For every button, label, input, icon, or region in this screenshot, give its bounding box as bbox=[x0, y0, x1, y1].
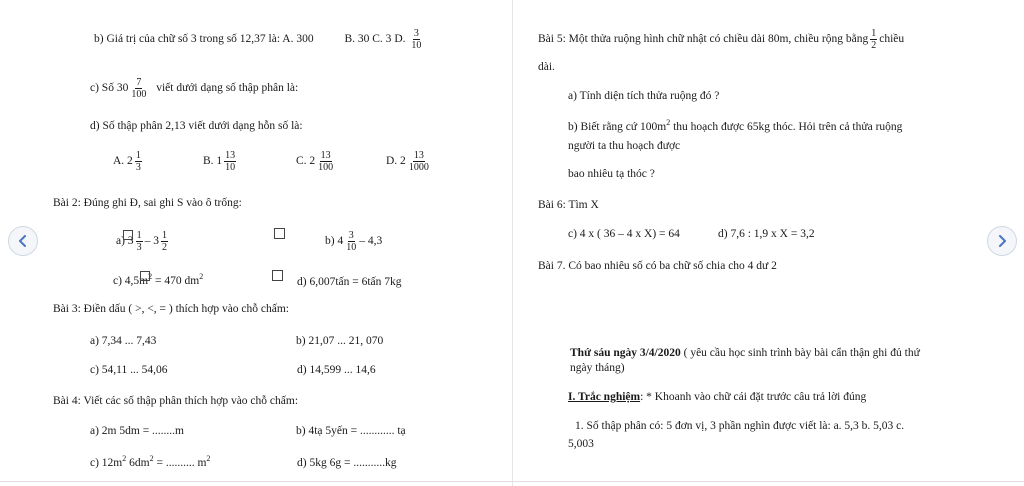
bai2-c-answer-box[interactable] bbox=[272, 270, 283, 281]
bai4-d: d) 5kg 6g = ...........kg bbox=[297, 457, 397, 469]
bai4-a: a) 2m 5dm = ........m bbox=[90, 425, 185, 437]
trac-nghiem-q1: 1. Số thập phân có: 5 đơn vị, 3 phần nghìn được viết là: a. 5,3 b. 5,03 c. bbox=[575, 420, 905, 432]
bai5-heading: Bài 5: Một thửa ruộng hình chữ nhật có chiều dài 80m, chiều rộng bằng $\frac{1}{2}$ chiều bbox=[538, 28, 905, 51]
q1b-option-c: C. 3 bbox=[372, 33, 392, 46]
bai5-cont: dài. bbox=[538, 61, 555, 73]
trac-nghiem-q1-cont: 5,003 bbox=[568, 438, 594, 450]
section-trac-nghiem: I. Trắc nghiệm: * Khoanh vào chữ cái đặt trước câu trả lời đúng bbox=[568, 391, 867, 403]
bai2-a-inline-box bbox=[123, 230, 133, 240]
q1b-fraction: $\frac{3}{10}$ bbox=[411, 28, 422, 51]
bai3-a: a) 7,34 ... 7,43 bbox=[90, 335, 157, 347]
bai3-heading: Bài 3: Điền dấu ( >, <, = ) thích hợp vào chỗ chấm: bbox=[53, 303, 289, 315]
q1d-option-b: B. 1 $\frac{13}{10}$ bbox=[203, 150, 236, 173]
q1d-option-d: D. 2 $\frac{13}{1000}$ bbox=[386, 150, 429, 173]
bai3-d: d) 14,599 ... 14,6 bbox=[297, 364, 376, 376]
question-1b bbox=[94, 28, 424, 51]
q1b-lead: b) Giá trị của chữ số 3 trong số 12,37 là: A. 300 bbox=[94, 33, 314, 46]
prev-arrow-icon bbox=[17, 235, 29, 247]
bai4-b: b) 4tạ 5yến = ............ tạ bbox=[296, 425, 406, 437]
question-1c: c) Số 30 $\frac{7}{100}$ viết dưới dạng số thập phân là: bbox=[90, 77, 299, 100]
bai3-c: c) 54,11 ... 54,06 bbox=[90, 364, 168, 376]
bai4-c: c) $12m^2$ $6dm^2$ = .......... $m^2$ bbox=[90, 454, 211, 469]
prev-page-button[interactable] bbox=[8, 226, 38, 256]
q1b-option-d: D. bbox=[394, 33, 406, 46]
question-1d: d) Số thập phân 2,13 viết dưới dạng hỗn số là: bbox=[90, 120, 303, 132]
bai4-heading: Bài 4: Viết các số thập phân thích hợp vào chỗ chấm: bbox=[53, 395, 299, 407]
next-page-button[interactable] bbox=[987, 226, 1017, 256]
q1b-option-b: B. 30 bbox=[344, 33, 370, 46]
q1c-fraction: $\frac{7}{100}$ bbox=[131, 77, 147, 100]
bai2-a-answer-box[interactable] bbox=[274, 228, 285, 239]
bai2-c-inline-box bbox=[140, 271, 150, 281]
next-arrow-icon bbox=[996, 235, 1008, 247]
bai6-heading: Bài 6: Tìm X bbox=[538, 199, 599, 211]
bai2-heading: Bài 2: Đúng ghi Đ, sai ghi S vào ô trống: bbox=[53, 197, 242, 209]
bai5-b: b) Biết rằng cứ $100m^2$ thu hoạch được 65kg thóc. Hỏi trên cả thửa ruộng bbox=[568, 118, 903, 133]
date-line-cont: ngày tháng) bbox=[570, 362, 625, 374]
bai5-a: a) Tính diện tích thửa ruộng đó ? bbox=[568, 90, 720, 102]
bai3-b: b) 21,07 ... 21, 070 bbox=[296, 335, 384, 347]
q1d-option-a: A. 2 $\frac{1}{3}$ bbox=[113, 150, 141, 173]
bai5-b-line3: bao nhiêu tạ thóc ? bbox=[568, 168, 655, 180]
page-divider bbox=[512, 0, 513, 486]
bai6-c: c) 4 x ( 36 – 4 x X) = 64 bbox=[568, 228, 680, 240]
bai5-b-line2: người ta thu hoạch được bbox=[568, 140, 681, 152]
bai6-d: d) 7,6 : 1,9 x X = 3,2 bbox=[718, 228, 815, 240]
bai2-a: a) 3 $\frac{1}{3}$ – 3 $\frac{1}{2}$ bbox=[116, 230, 167, 253]
bai2-d: d) 6,007tấn = 6tấn 7kg bbox=[297, 276, 402, 288]
q1d-option-c: C. 2 $\frac{13}{100}$ bbox=[296, 150, 334, 173]
date-line: Thứ sáu ngày 3/4/2020 ( yêu cầu học sinh trình bày bài cẩn thận ghi đủ thứ bbox=[570, 347, 920, 359]
bai7: Bài 7. Có bao nhiêu số có ba chữ số chia cho 4 dư 2 bbox=[538, 260, 777, 272]
bai2-c: c) $4,5m^2 = 470$ $dm^2$ bbox=[113, 272, 204, 287]
bai2-b: b) 4 $\frac{3}{10}$ – 4,3 bbox=[325, 230, 383, 253]
bottom-divider bbox=[0, 481, 1024, 482]
